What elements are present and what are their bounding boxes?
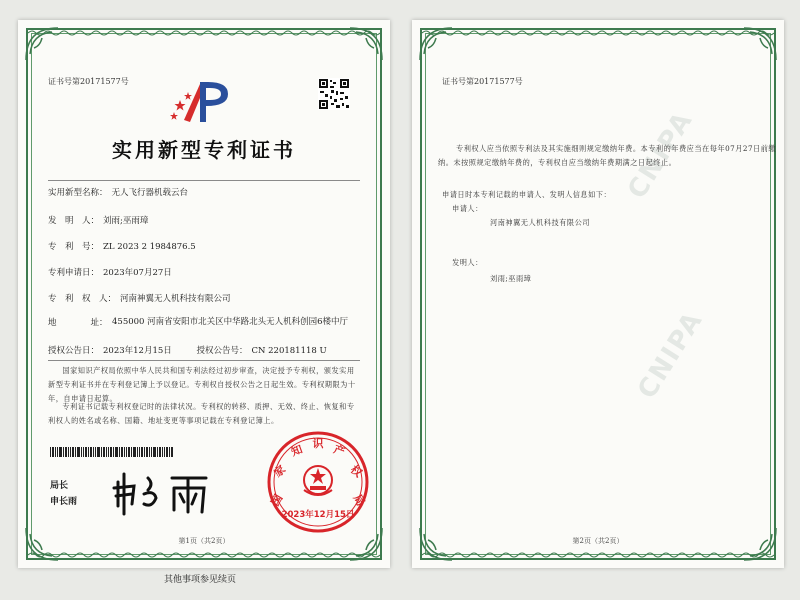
- filing-info-heading: 申请日时本专利记载的申请人、发明人信息如下：: [442, 190, 612, 199]
- annual-fee-notice-line1: 专利权人应当依照专利法及其实施细则规定缴纳年费。本专利的年费应当在每年07月27日前缴: [456, 144, 777, 153]
- field-value: CN 220181118 U: [251, 346, 327, 356]
- field-label: 授权公告日：: [48, 346, 100, 356]
- registration-note-paragraph: 专利证书记载专利权登记时的法律状况。专利权的转移、质押、无效、终止、恢复和专利权人的姓名或名称、国籍、地址变更等事项记载在专利登记簿上。: [48, 402, 355, 425]
- page-number: 第2页（共2页）: [572, 537, 624, 545]
- field-label: 专 利 权 人：: [48, 294, 117, 304]
- certificate-number: 证书号第20171577号: [442, 77, 523, 86]
- page-number: 第1页（共2页）: [178, 537, 230, 545]
- barcode-icon: [50, 442, 174, 452]
- field-value: 河南神翼无人机科技有限公司: [120, 294, 231, 304]
- qr-code-icon: [318, 78, 350, 110]
- field-value: ZL 2023 2 1984876.5: [103, 242, 196, 252]
- handwritten-signature-icon: [110, 466, 220, 516]
- inventor-value: 刘雨;巫雨璋: [490, 274, 532, 283]
- grant-statement-paragraph: 国家知识产权局依照中华人民共和国专利法经过初步审查，决定授予专利权，颁发实用新型专利证书并在专利登记簿上予以登记。专利权自授权公告之日起生效。专利权期限为十年，自申请日起算。: [48, 366, 356, 403]
- official-seal-icon: [266, 430, 370, 534]
- divider: [48, 360, 360, 361]
- certificate-title: 实用新型专利证书: [112, 138, 296, 162]
- signer-title: 局长: [50, 481, 69, 491]
- top-wave-ornament: [28, 29, 380, 37]
- svg-text:识: 识: [312, 437, 324, 450]
- field-label: 专利申请日：: [48, 268, 100, 278]
- grant-row: [48, 344, 327, 356]
- corner-flourish-icon: [416, 24, 456, 64]
- certificate-page-1: [18, 20, 390, 568]
- field-value: 2023年07月27日: [103, 268, 172, 278]
- patent-number-row: [48, 240, 196, 252]
- inventor-label: 发明人：: [452, 258, 483, 267]
- field-label: 实用新型名称：: [48, 188, 108, 198]
- top-wave-ornament: [422, 29, 774, 37]
- field-label: 发 明 人：: [48, 216, 100, 226]
- continuation-note: 其他事项参见续页: [164, 575, 237, 585]
- patentee-row: [48, 292, 231, 304]
- inventor-row: [48, 214, 148, 226]
- bottom-wave-ornament: [422, 551, 774, 559]
- utility-model-name-row: [48, 186, 188, 198]
- cnipa-watermark: CNIPA: [632, 305, 710, 405]
- corner-flourish-icon: [346, 24, 386, 64]
- applicant-label: 申请人：: [452, 204, 483, 213]
- page-border-inner: [425, 33, 771, 555]
- address-value: 455000 河南省安阳市北关区中华路北头无人机科创园6楼中厅: [112, 317, 349, 327]
- field-label: 专 利 号：: [48, 242, 100, 252]
- svg-text:产: 产: [331, 442, 347, 459]
- certificate-number: 证书号第20171577号: [48, 77, 129, 86]
- field-value: 2023年12月15日: [103, 346, 172, 356]
- svg-text:局: 局: [350, 492, 368, 509]
- svg-text:国: 国: [268, 492, 286, 509]
- signer-name: 申长雨: [50, 497, 78, 507]
- annual-fee-notice-line2: 纳。未按照规定缴纳年费的，专利权自应当缴纳年费期满之日起终止。: [438, 158, 677, 167]
- svg-text:权: 权: [347, 462, 365, 480]
- corner-flourish-icon: [22, 24, 62, 64]
- address-row: [48, 316, 108, 328]
- seal-date: 2023年12月15日: [281, 510, 355, 520]
- filing-date-row: [48, 266, 172, 278]
- divider: [48, 180, 360, 181]
- bottom-wave-ornament: [28, 551, 380, 559]
- applicant-value: 河南神翼无人机科技有限公司: [490, 218, 590, 227]
- cnipa-logo-icon: [170, 76, 240, 126]
- svg-text:家: 家: [271, 462, 289, 480]
- field-label: 授权公告号：: [196, 346, 248, 356]
- svg-text:知: 知: [289, 442, 305, 459]
- certificate-page-2: [412, 20, 784, 568]
- field-value: 无人飞行器机载云台: [111, 188, 189, 198]
- corner-flourish-icon: [740, 24, 780, 64]
- field-value: 刘雨;巫雨璋: [103, 216, 149, 226]
- field-label: 地 址：: [48, 318, 108, 328]
- cnipa-watermark: CNIPA: [622, 105, 700, 205]
